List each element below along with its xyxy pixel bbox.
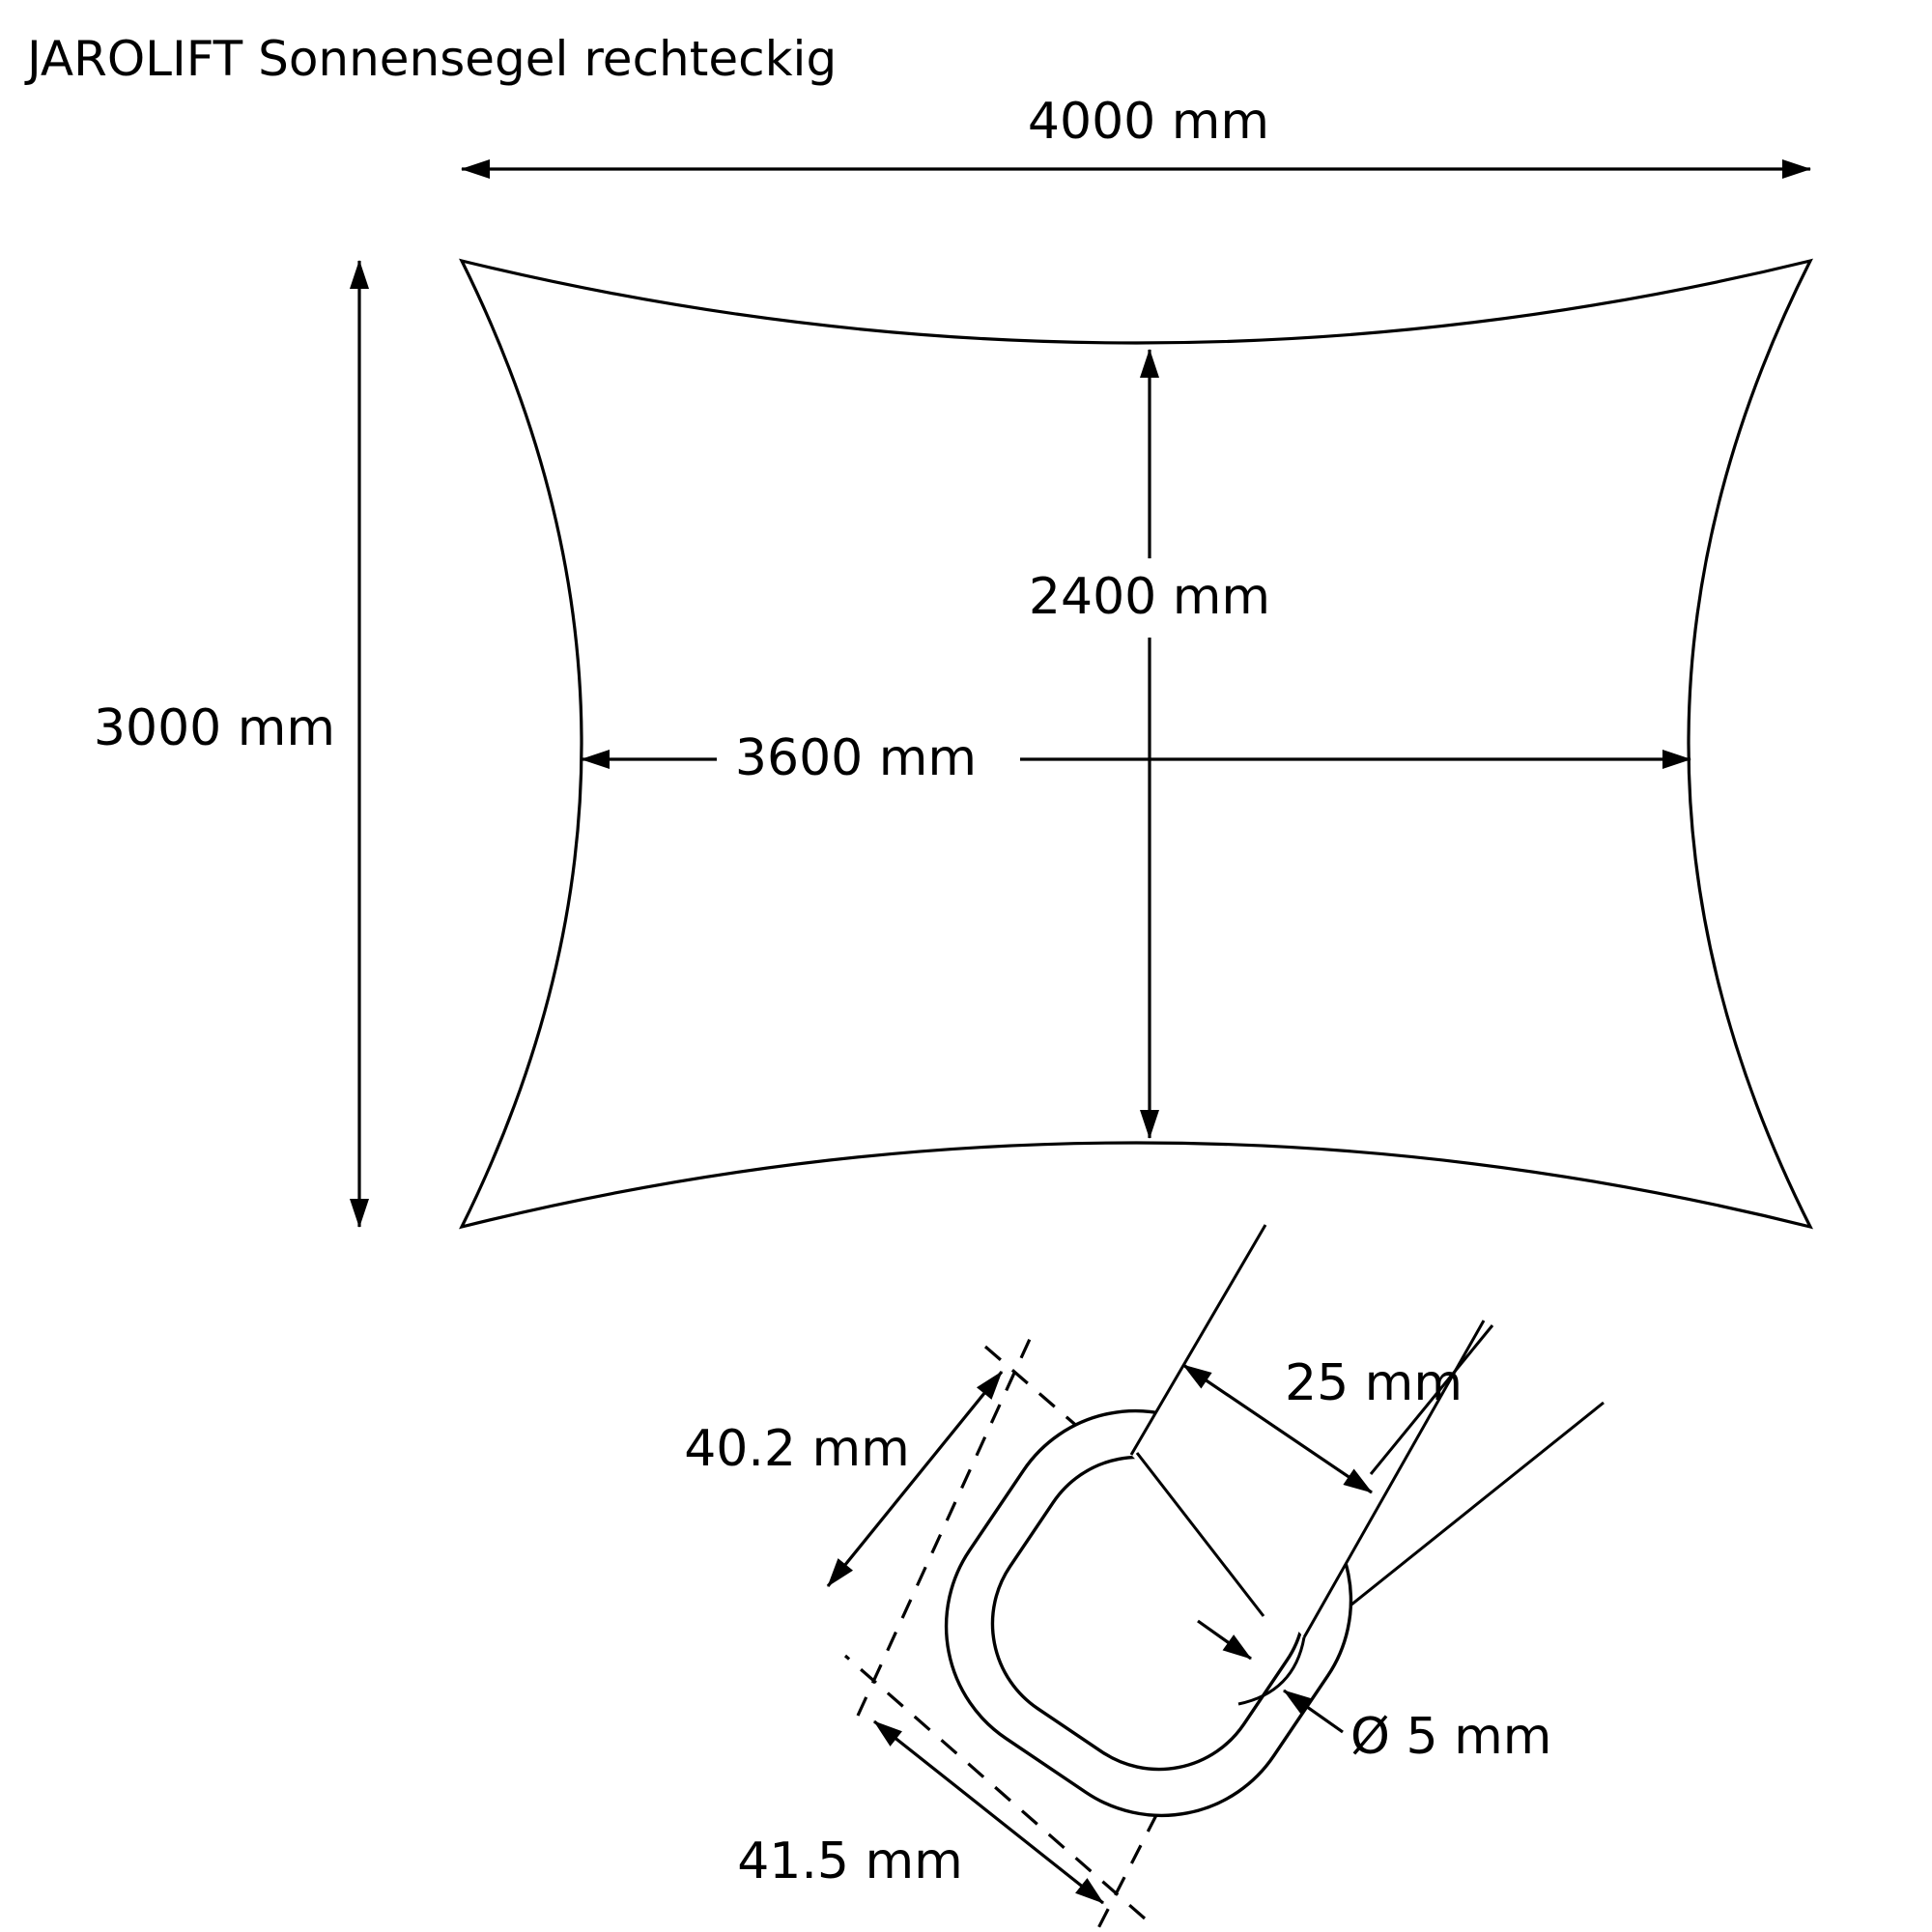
sail-dimension-lines [359,169,1810,1227]
inner-height-dimension-label: 2400 mm [1028,568,1271,626]
sail-outline [462,261,1810,1227]
strap-width-label: 25 mm [1284,1354,1463,1412]
page-title: JAROLIFT Sonnensegel rechteckig [27,31,838,87]
sail-outline-group [462,261,1810,1227]
width-dimension-label: 4000 mm [1027,93,1270,151]
height-dimension-label: 3000 mm [93,699,336,757]
ring-height-label: 41.5 mm [737,1833,963,1890]
wire-diameter-label: Ø 5 mm [1350,1708,1552,1766]
inner-width-dimension-label: 3600 mm [734,729,978,787]
dring-detail-group [828,1225,1604,1928]
ring-width-label: 40.2 mm [684,1420,910,1478]
